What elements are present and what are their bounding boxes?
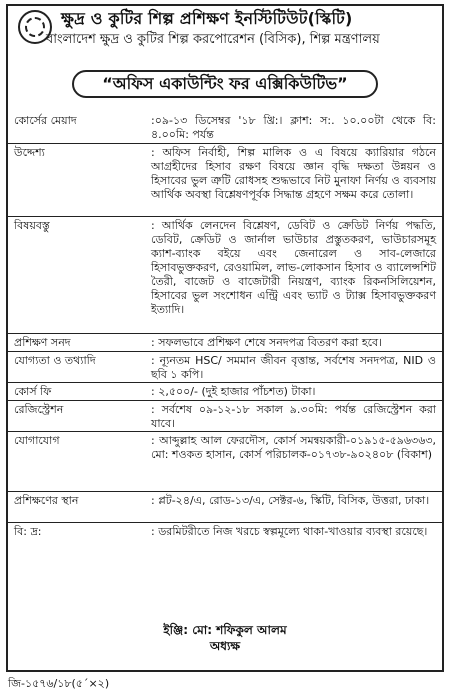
logo-emblem-icon [25,17,45,37]
header [6,4,444,66]
row-venue [6,491,444,522]
row-label: প্রশিক্ষণের স্থান [14,494,79,507]
row-contents [6,216,444,333]
row-value: : সর্বশেষ ০৯-১২-১৮ সকাল ৯.৩০মি: পর্যন্ত রেজিস্ট্রেশন করা যাবে। [151,403,436,430]
row-value: : ন্যূনতম HSC/ সমমান জীবন বৃত্তান্ত, সর্বশেষ সনদপত্র, NID ও ছবি ১ কপি। [151,354,436,381]
row-label: যোগাযোগ [14,434,60,447]
row-value: : ২,৫০০/- (দুই হাজার পাঁচশত) টাকা। [151,385,316,398]
row-note [6,522,444,553]
row-value: : ডরমিটরীতে নিজ খরচে স্বল্পমূল্যে থাকা-খাওয়ার ব্যবস্থা রয়েছে। [151,525,428,538]
signature-block [6,622,444,654]
signatory-name: ইঞ্জি: মো: শফিকুল আলম [163,623,287,637]
row-objective [6,143,444,216]
row-label: কোর্স ফি [14,385,52,398]
row-label: উদ্দেশ্য [14,146,45,159]
row-value: : অফিস নির্বাহী, শিল্প মালিক ও এ বিষয়ে ক্যারিয়ার গঠনে আগ্রহীদের হিসাব রক্ষণ বিষয়ে জ্ঞান বৃদ্ধি দক্ষতা উন্নয়ন ও হিসাবের ভুল ত্রুটি রোধসহ শুদ্ধভাবে নিট মুনাফা নির্ণয় ও ব্যবসায় আর্থিক অবস্থা বিশ্লেষণপূর্বক সিদ্ধান্ত গ্রহণে সক্ষম করে তোলা। [151,146,436,201]
row-label: রেজিস্ট্রেশন [14,403,64,416]
institute-name: ক্ষুদ্র ও কুটির শিল্প প্রশিক্ষণ ইনস্টিটিউট(স্কিটি) [61,9,353,28]
row-value: : আব্দুল্লাহ আল ফেরদৌস, কোর্স সমন্বয়কারী-০১৯১৫-৫৯৬৩৬৩, মো: শওকত হাসান, কোর্স পরিচালক-০১৭৩৮-৯০২৪০৮ (বিকাশ) [151,434,436,461]
row-registration [6,400,444,431]
reference-number: জি-১৫৭৬/১৮(৫´×২) [8,677,110,690]
row-label: প্রশিক্ষণ সনদ [14,336,71,349]
row-eligibility [6,351,444,382]
row-label: যোগ্যতা ও তথ্যাদি [14,354,96,367]
row-value: :০৯-১৩ ডিসেম্বর '১৮ খ্রি:। ক্লাশ: স:. ১০.০০টা থেকে বি: ৪.০০মি: পর্যন্ত [151,114,436,141]
row-value: : আর্থিক লেনদেন বিশ্লেষণ, ডেবিট ও ক্রেডিট নির্ণয় পদ্ধতি, ডেবিট, ক্রেডিট ও জার্নাল ভাউচার প্রস্তুতকরণ, ভাউচারসমূহ ক্যাশ-ব্যাংক বইয়ে এবং জেনারেল ও সাব-লেজারে হিসাবভুক্তকরণ, রেওয়ামিল, লাভ-লোকসান হিসাব ও ব্যালেন্সশিট তৈরী, বাজেট ও বাজেটারী নিয়ন্ত্রণ, ব্যাংক রিকনসিলিয়েশন, হিসাবের ভুল সংশোধন এন্ট্রি এবং ভ্যাট ও ট্যাক্স হিসাবভুক্তকরণ ইত্যাদি। [151,219,436,316]
row-label: কোর্সের মেয়াদ [14,114,77,127]
signatory-designation: অধ্যক্ষ [209,639,241,653]
row-duration [6,112,444,143]
row-course-fee [6,382,444,400]
course-title: “অফিস একাউন্টিং ফর এক্সিকিউটিভ” [72,70,378,98]
row-label: বিষয়বস্তু [14,219,50,232]
row-certificate [6,333,444,351]
row-label: বি: দ্র: [14,525,42,538]
row-value: : প্লট-২৪/এ, রোড-১৩/এ, সেক্টর-৬, স্কিটি, বিসিক, উত্তরা, ঢাকা। [151,494,430,507]
row-contact [6,431,444,491]
parent-organization: বাংলাদেশ ক্ষুদ্র ও কুটির শিল্প করপোরেশন (বিসিক), শিল্প মন্ত্রণালয় [46,32,380,47]
row-value: : সফলভাবে প্রশিক্ষণ শেষে সনদপত্র বিতরণ করা হবে। [151,336,383,349]
course-details-table [6,112,444,553]
